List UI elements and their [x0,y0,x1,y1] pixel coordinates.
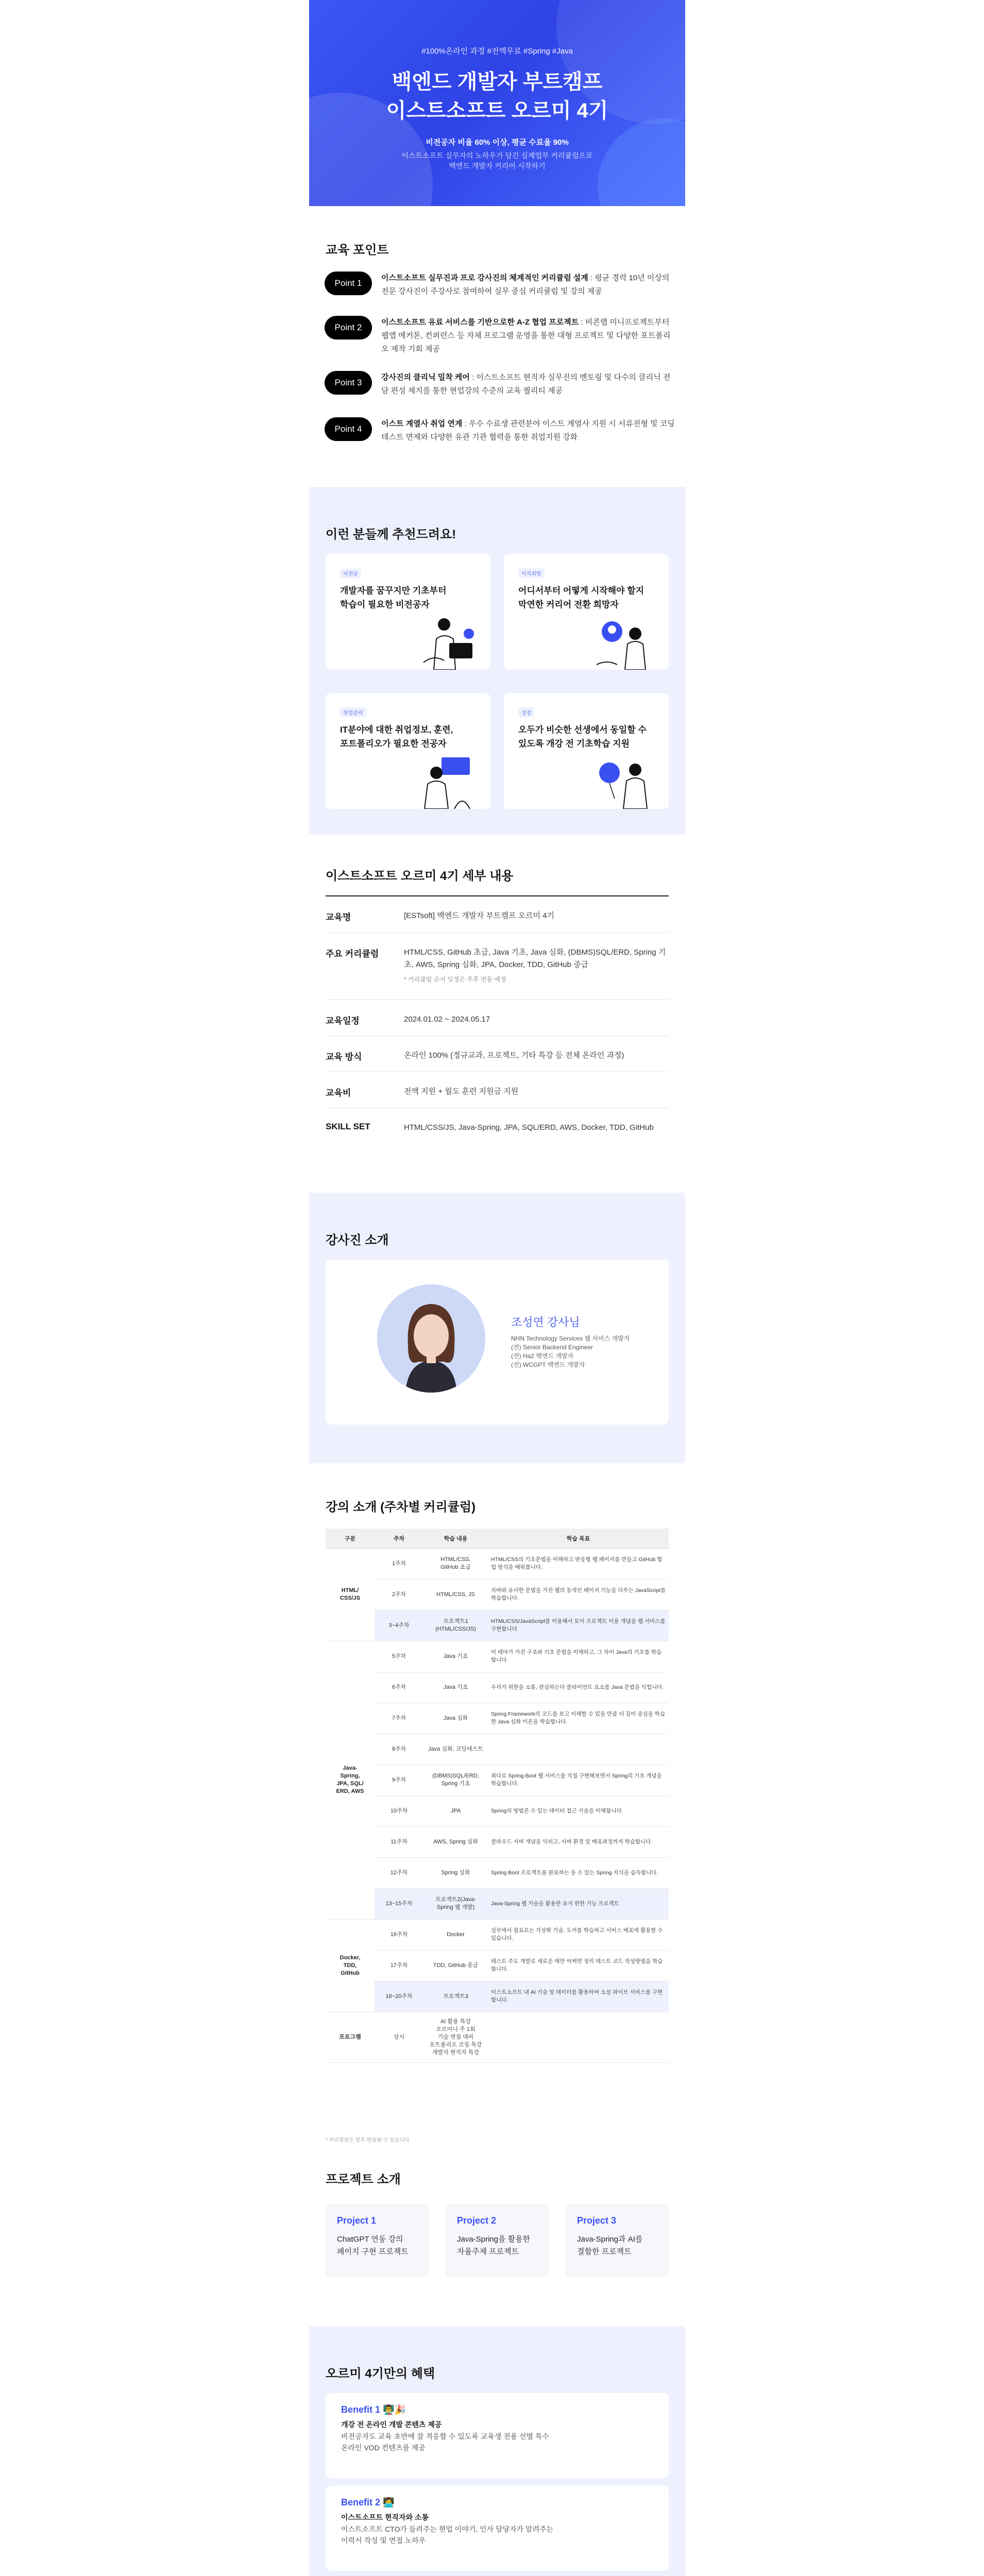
table-row [326,1919,669,1950]
recommend-card [326,554,490,670]
point-item [325,272,675,298]
benefit-desc [341,2523,653,2546]
table-row [326,1826,669,1857]
curriculum-subject: Java 기초 [423,1672,488,1703]
curriculum-subject: TDD, GitHub 중급 [423,1950,488,1981]
recommend-line: 학습이 필요한 비전공자 [340,600,430,609]
project-desc [577,2233,657,2258]
point-badge: Point 4 [325,417,372,441]
recommend-line: 있도록 개강 전 기초학습 지원 [518,739,630,749]
benefit-card [326,2393,669,2478]
col-header: 구분 [326,1529,375,1548]
benefit-head: 개강 전 온라인 개발 콘텐츠 제공 [341,2420,442,2429]
table-row [326,1734,669,1765]
project-title: Project 3 [577,2215,617,2226]
section-title: 강의 소개 (주차별 커리큘럼) [326,1500,476,1514]
detail-key: 교육명 [326,912,351,922]
hero-title-line2: 이스트소프트 오르미 4기 [386,99,608,122]
curriculum-goal: 이 테마가 가진 구조와 기초 문법을 이해하고, 그 차이 Java의 기초를 학습합니다. [488,1641,669,1672]
point-item [325,316,675,356]
curriculum-subject: Docker [423,1919,488,1950]
curriculum-subject: Java 기초 [423,1641,488,1672]
table-row [326,1703,669,1734]
point-badge: Point 2 [325,316,372,340]
table-row [326,1857,669,1888]
curriculum-goal [488,1734,669,1765]
point-badge: Point 1 [325,272,372,295]
detail-key: 주요 커리큘럼 [326,949,379,959]
curriculum-subject: HTML/CSS, GitHub 초급 [423,1548,488,1579]
section-title: 프로젝트 소개 [326,2173,401,2187]
curriculum-group: HTML/ CSS/JS [326,1548,375,1641]
detail-value-wrap [404,946,669,986]
project-desc [457,2233,537,2258]
curriculum-week: 9주차 [375,1765,423,1795]
project-line: 결합한 프로젝트 [577,2247,632,2256]
curriculum-subject: 프로젝트3 [423,1981,488,2012]
curriculum-subject: HTML/CSS, JS [423,1579,488,1610]
hero-desc-line2: 백엔드 개발자 커리어 시작하기 [449,162,546,170]
curriculum-week: 12주차 [375,1857,423,1888]
project-title: Project 2 [457,2215,497,2226]
curriculum-week: 7주차 [375,1703,423,1734]
detail-row [326,999,669,1040]
curriculum-goal: HTML/CSS/JavaScript를 이용해서 토이 프로젝트 이용 개념을 웹 서비스를 구현합니다. [488,1610,669,1641]
curriculum-week: 상시 [375,2012,423,2062]
project-line: Java-Spring과 AI를 [577,2235,643,2244]
col-header: 학습 목표 [488,1529,669,1548]
curriculum-week: 6주차 [375,1672,423,1703]
point-desc: : 우수 수료생 관련분야 이스트 계열사 지원 시 서류전형 및 코딩테스트 면제와 다양한 유관 기관 협력을 통한 취업지원 강화 [381,419,675,442]
table-row [326,1641,669,1672]
detail-value: 2024.01.02 ~ 2024.05.17 [404,1015,490,1024]
career-person-illustration [591,613,658,670]
career-line: (전) Ha2 백엔드 개발자 [511,1352,574,1360]
portfolio-person-illustration [413,752,480,809]
curriculum-goal: Spring의 방법론 수 있는 데이터 접근 기술을 이해합니다. [488,1795,669,1826]
curriculum-subject: AWS, Spring 심화 [423,1826,488,1857]
career-line: NHN Technology Services 웹 서비스 개발자 [511,1335,630,1342]
recommend-card [504,693,669,809]
table-row [326,1950,669,1981]
career-line: (전) WCGPT 백엔드 개발자 [511,1361,585,1368]
point-bold: 이스트 계열사 취업 연계 [381,419,463,428]
detail-note: * 커리큘럼 순서 일정은 추후 변동 예정 [404,976,506,983]
hero-title [309,67,685,125]
curriculum-subject: JPA [423,1795,488,1826]
laptop-person-illustration [413,613,480,670]
table-row [326,1795,669,1826]
recommend-line: IT분야에 대한 취업정보, 훈련, [340,725,453,735]
benefit-label: Benefit 1 [341,2404,381,2415]
point-bold: 이스트소프트 실무진과 프로 강사진의 체계적인 커리큘럼 설계 [381,274,588,282]
hero-desc [309,150,685,171]
point-item [325,417,675,444]
recommend-card [504,554,669,670]
curriculum-week: 17주차 [375,1950,423,1981]
table-header-row [326,1529,669,1548]
project-line: ChatGPT 연동 강의 [337,2235,403,2244]
detail-key: 교육비 [326,1088,351,1098]
point-desc: : 이스트소프트 현직자 실무진의 멘토링 및 다수의 클리닉 전담 편성 제지를 통한 현업강의 수준의 교육 퀄리티 제공 [381,373,671,395]
curriculum-week: 8주차 [375,1734,423,1765]
project-card [566,2204,669,2277]
detail-key: 교육 방식 [326,1052,362,1062]
detail-value: HTML/CSS/JS, Java-Spring, JPA, SQL/ERD, AWS, Docker, TDD, GitHub [404,1123,654,1132]
curriculum-goal: 우리가 위한을 소통, 관심하는다 클라이언트 요소를 Java 문법을 익힙니다. [488,1672,669,1703]
career-line: (전) Senior Backend Engineer [511,1344,593,1351]
recommend-text [340,723,453,751]
curriculum-week: 10주차 [375,1795,423,1826]
curriculum-subject: Java 심화 [423,1703,488,1734]
detail-value: 전액 지원 + 월도 훈련 지원금 지원 [404,1087,519,1096]
curriculum-goal: Java-Spring 웹 기술을 활용한 유지 편한 기능 프로젝트 [488,1888,669,1919]
detail-row [326,1036,669,1076]
benefit-card [326,2486,669,2571]
instructor-career [511,1334,630,1369]
curriculum-week: 11주차 [375,1826,423,1857]
detail-value: HTML/CSS, GitHub 초급, Java 기초, Java 심화, (DBMS)SQL/ERD, Spring 기초, AWS, Spring 심화, JPA, Docker, TDD, GitHub 중급 [404,948,666,969]
section-title: 교육 포인트 [326,243,389,257]
project-card [446,2204,549,2277]
point-text [381,417,675,444]
recommend-card [326,693,490,809]
benefit-line: 온라인 VOD 컨텐츠를 제공 [341,2444,426,2452]
instructor-name: 조성연 강사님 [511,1316,580,1329]
project-line: 페이지 구현 프로젝트 [337,2247,409,2256]
recommend-line: 어디서부터 어떻게 시작해야 할지 [518,586,644,596]
detail-row [326,933,669,999]
balloon-person-illustration [591,752,658,809]
table-row [326,1672,669,1703]
point-bold: 강사진의 클리닉 밀착 케어 [381,373,470,382]
section-title: 강사진 소개 [326,1233,389,1247]
instructor-section [309,1193,685,1463]
benefit-line: 비전공자도 교육 초반에 잘 적응할 수 있도록 교육생 전용 선별 특수 [341,2432,550,2441]
col-header: 학습 내용 [423,1529,488,1548]
curriculum-subject: 프로젝트1 (HTML/CSS/JS) [423,1610,488,1641]
detail-row [326,896,669,936]
recommend-line: 개발자를 꿈꾸지만 기초부터 [340,586,447,596]
curriculum-goal: Spring Boot 프로젝트를 완료하는 동 수 있는 Spring 지식을 습득합니다. [488,1857,669,1888]
curriculum-subject: Java 심화, 코딩테스트 [423,1734,488,1765]
detail-row [326,1072,669,1112]
curriculum-group: Docker, TDD, GitHub [326,1919,375,2012]
benefit-section [309,2326,685,2576]
project-line: Java-Spring을 활용한 [457,2235,531,2244]
hero-subtitle: 비전공자 비율 60% 이상, 평균 수료율 90% [426,138,569,147]
curriculum-goal [488,2012,669,2062]
curriculum-goal: 자바와 유사한 문법을 가진 웹의 동적인 페이지 기능을 다루는 JavaScript를 학습합니다. [488,1579,669,1610]
curriculum-week: 1주차 [375,1548,423,1579]
curriculum-goal: 이스트소프트 내 AI 기술 및 데이터를 활용하여 소설 파이브 서비스를 구현합니다. [488,1981,669,2012]
point-item [325,371,675,398]
hero-banner [309,0,685,206]
recommend-line: 포트폴리오가 필요한 전공자 [340,739,447,749]
instructor-photo [377,1284,485,1393]
hero-desc-line1: 이스트소프트 실무자의 노하우가 담긴 실제업무 커리큘럼으로 [401,151,593,160]
curriculum-subject: 프로젝트2(Java- Spring 웹 개발) [423,1888,488,1919]
point-bold: 이스트소프트 유료 서비스를 기반으로한 A-Z 협업 프로젝트 [381,318,579,327]
table-row [326,1765,669,1795]
table-row [326,1610,669,1641]
recommend-text [518,584,644,612]
point-text [381,371,675,398]
curriculum-subject: AI 활용 특강 오르미니 주 1회 기술 면접 대비 포트폴리오 코칭 특강 개발자 현직자 특강 [423,2012,488,2062]
curriculum-week: 13~15주차 [375,1888,423,1919]
curriculum-week: 16주차 [375,1919,423,1950]
curriculum-note: * 커리큘럼은 향후 변동될 수 있습니다. [326,2138,411,2143]
benefit-line: 이스트소프트 CTO가 들려주는 현업 이야기, 인사 담당자가 알려주는 [341,2525,554,2533]
benefit-head: 이스트소프트 현직자와 소통 [341,2513,429,2521]
detail-key: 교육일정 [326,1016,360,1026]
benefit-label: Benefit 2 [341,2497,381,2507]
curriculum-week: 2주차 [375,1579,423,1610]
detail-value: [ESTsoft] 백엔드 개발자 부트캠프 오르미 4기 [404,911,555,920]
section-title: 이런 분들께 추천드려요! [326,528,456,541]
recommend-section [309,487,685,835]
instructor-card [326,1260,669,1425]
recommend-text [340,584,447,612]
section-title: 이스트소프트 오르미 4기 세부 내용 [326,869,514,883]
curriculum-goal: 클라우드 서버 개념을 익히고, 서버 환경 및 배포과정까지 학습합니다. [488,1826,669,1857]
table-row [326,1548,669,1579]
benefit-emoji-icon: 👩‍💻 [383,2497,395,2507]
hero-tags: #100%온라인 과정 #전액무료 #Spring #Java [421,47,573,56]
detail-key: SKILL SET [326,1122,370,1131]
table-row [326,1888,669,1919]
detail-value: 온라인 100% (정규교과, 프로젝트, 기타 특강 등 전체 온라인 과정) [404,1051,624,1060]
benefit-line: 이력서 작성 및 면접 노하우 [341,2536,426,2545]
curriculum-group: Java- Spring, JPA, SQL/ ERD, AWS [326,1641,375,1919]
curriculum-subject: (DBMS)SQL/ERD, Spring 기초 [423,1765,488,1795]
curriculum-week: 5주차 [375,1641,423,1672]
project-title: Project 1 [337,2215,377,2226]
point-text [381,272,675,298]
curriculum-subject: Spring 심화 [423,1857,488,1888]
recommend-tag: 취업준비 [340,707,366,717]
curriculum-week: 3~4주차 [375,1610,423,1641]
table-row [326,1579,669,1610]
benefit-emoji-icon: 👨‍🏫🎉 [383,2404,406,2415]
curriculum-body [326,1548,669,2062]
point-badge: Point 3 [325,371,372,395]
recommend-tag: 이직희망 [518,568,545,578]
curriculum-table [326,1529,669,2063]
benefit-title [341,2497,653,2508]
project-desc [337,2233,417,2258]
project-line: 자율주제 프로젝트 [457,2247,519,2256]
recommend-text [518,723,647,751]
table-row [326,2012,669,2062]
recommend-line: 오두가 비슷한 선생에서 동일할 수 [518,725,647,735]
curriculum-week: 18~20주차 [375,1981,423,2012]
curriculum-goal: 테스트 주도 개발로 새로운 매만 어쩌면 정리 테스트 코드 작성방법을 학습합니다. [488,1950,669,1981]
point-desc: : 평균 경력 10년 이상의 전문 강사진이 주강사로 참여하여 실무 중심 커리큘럼 및 강의 제공 [381,274,670,296]
instructor-avatar-icon [377,1284,485,1393]
section-title: 오르미 4기만의 혜택 [326,2367,435,2381]
curriculum-group: 프로그램 [326,2012,375,2062]
benefit-desc [341,2431,653,2453]
project-card [326,2204,429,2277]
curriculum-goal: HTML/CSS의 기초문법을 이해하고 반응형 웹 페이지를 만들고 GitHub 협업 방식을 배워봅니다. [488,1548,669,1579]
curriculum-goal: Spring Framework의 코드를 보고 이해할 수 있을 만큼 더 깊이 중심을 학습한 Java 심화 이론을 학습합니다. [488,1703,669,1734]
detail-row [326,1108,669,1147]
recommend-tag: 비전공 [340,568,361,578]
recommend-line: 막연한 커리어 전환 희망자 [518,600,619,609]
col-header: 주차 [375,1529,423,1548]
curriculum-goal: 실무에서 필요로는 가상화 기술, 도커를 학습하고 서비스 배포에 활용할 수 있습니다. [488,1919,669,1950]
table-row [326,1981,669,2012]
hero-title-line1: 백엔드 개발자 부트캠프 [392,71,603,93]
benefit-title [341,2404,653,2415]
curriculum-goal: 최다로 Spring Boot 웹 서비스를 직접 구현해보면서 Spring의 기초 개념을 학습합니다. [488,1765,669,1795]
recommend-tag: 성장 [518,707,534,717]
point-desc: : 비콘랩 미니프로젝트부터 웹앱 메커톤, 컨퍼런스 등 자체 프로그램 운영을 통한 대형 프로젝트 및 다양한 포트폴리오 제작 기회 제공 [381,318,671,353]
point-text [381,316,675,356]
